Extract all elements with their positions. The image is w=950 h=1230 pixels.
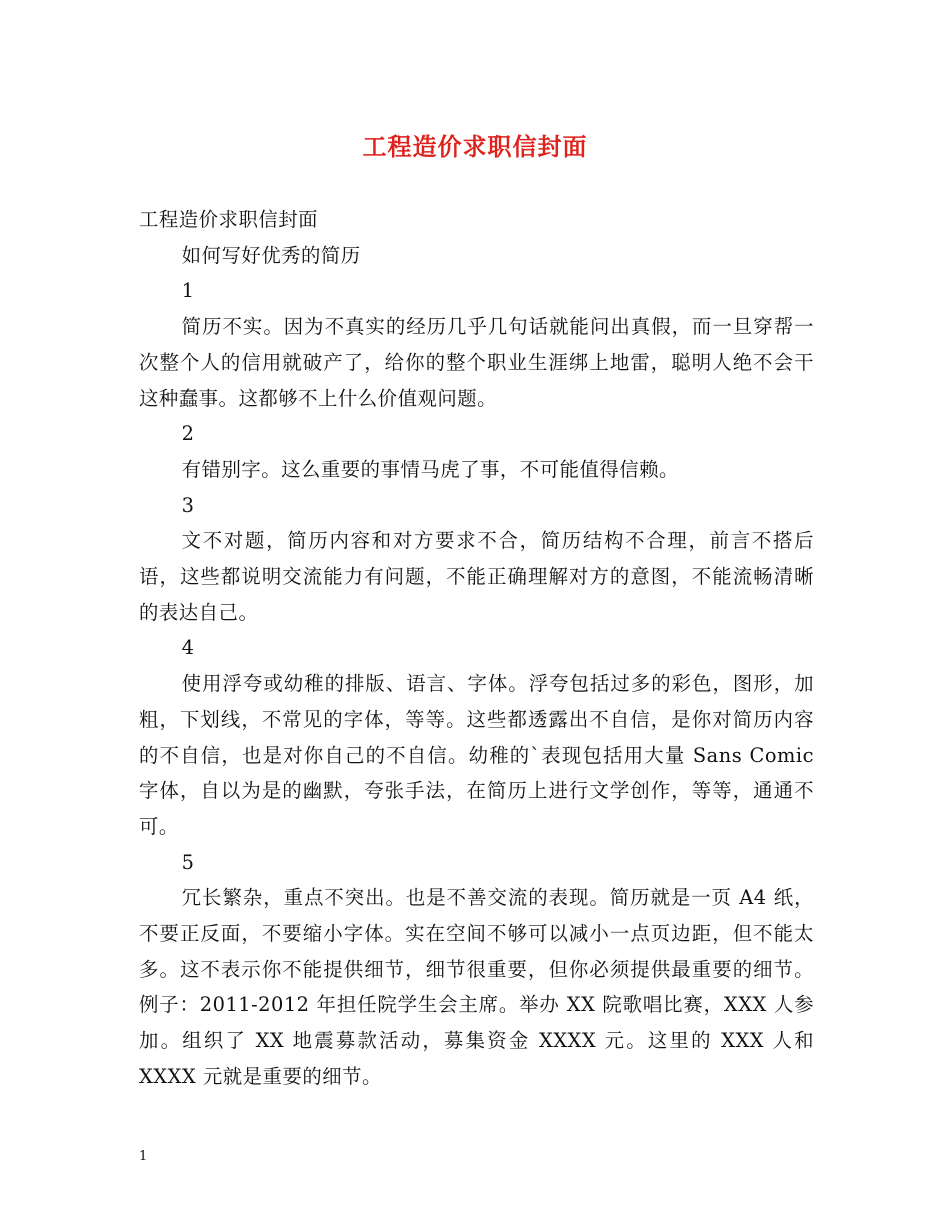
item-number-5: 5 bbox=[181, 850, 195, 874]
document-title: 工程造价求职信封面 bbox=[362, 132, 588, 161]
item-text-5: 冗长繁杂，重点不突出。也是不善交流的表现。简历就是一页 A4 纸，不要正反面，不要缩小字体。实在空间不够可以减小一点页边距，但不能太多。这不表示你不能提供细节，细节很重要，但你必须提供最重要的细节。例子：2011-2012 年担任院学生会主席。举办 XX 院歌唱比赛，XXX 人参加。组织了 XX 地震募款活动，募集资金 XXXX 元。这里的 XXX 人和 XXXX 元就是重要的细节。 bbox=[139, 886, 814, 1088]
item-number-2: 2 bbox=[181, 422, 195, 446]
item-text-4: 使用浮夸或幼稚的排版、语言、字体。浮夸包括过多的彩色，图形，加粗，下划线，不常见的字体，等等。这些都透露出不自信，是你对简历内容的不自信，也是对你自己的不自信。幼稚的`表现包括用大量 Sans Comic 字体，自以为是的幽默，夸张手法，在简历上进行文学创作，等等，通通不可。 bbox=[139, 672, 814, 838]
item-number-1: 1 bbox=[181, 279, 195, 303]
section-heading: 如何写好优秀的简历 bbox=[181, 243, 361, 267]
item-text-2: 有错别字。这么重要的事情马虎了事，不可能值得信赖。 bbox=[181, 457, 679, 481]
document-body bbox=[139, 202, 814, 1095]
item-text-3: 文不对题，简历内容和对方要求不合，简历结构不合理，前言不搭后语，这些都说明交流能力有问题，不能正确理解对方的意图，不能流畅清晰的表达自己。 bbox=[139, 529, 814, 624]
item-number-4: 4 bbox=[181, 636, 195, 660]
item-text-1: 简历不实。因为不真实的经历几乎几句话就能问出真假，而一旦穿帮一次整个人的信用就破产了，给你的整个职业生涯绑上地雷，聪明人绝不会干这种蠢事。这都够不上什么价值观问题。 bbox=[139, 315, 814, 410]
body-heading: 工程造价求职信封面 bbox=[139, 208, 319, 231]
item-number-3: 3 bbox=[181, 493, 195, 517]
page-number: 1 bbox=[139, 1149, 148, 1164]
